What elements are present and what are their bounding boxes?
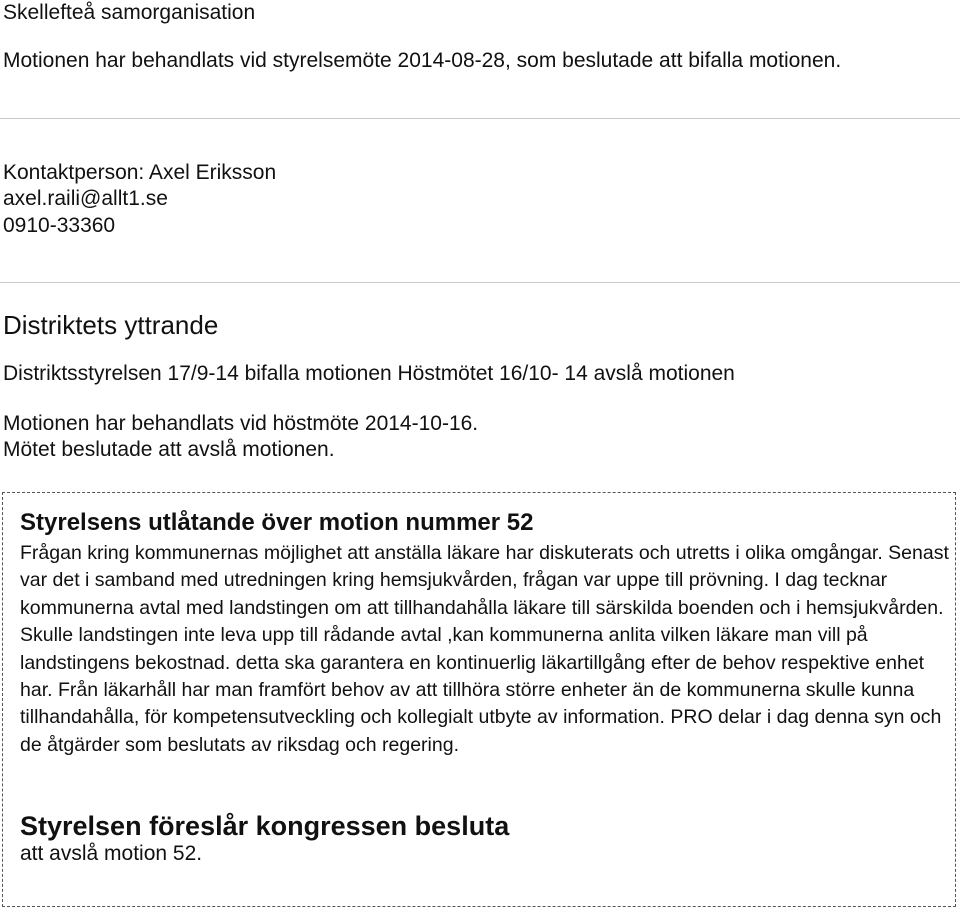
proposal-text: att avslå motion 52.: [20, 842, 203, 865]
contact-email[interactable]: axel.raili@allt1.se: [3, 187, 168, 210]
contact-person: Kontaktperson: Axel Eriksson: [3, 161, 277, 184]
board-body: Frågan kring kommunernas möjlighet att anställa läkare har diskuterats och utretts i olika omgångar. Senast var det i samband med utredningen kring hemsjukvården, frågan var uppe till prövning. I dag tecknar kommunerna avtal med landstingen om att tillhandahålla läkare till särskilda boenden och i hemsjukvården. Skulle landstingen inte leva upp till rådande avtal ,kan kommunerna anlita vilken läkare man vill på landstingens bekostnad. detta ska garantera en kontinuerlig läkartillgång efter de behov respektive enhet har. Från läkarhåll har man framfört behov av att tillhöra större enheter än de kommunerna skulle kunna tillhandahålla, för kompetensutveckling och kollegialt utbyte av information. PRO delar i dag denna syn och de åtgärder som beslutats av riksdag och regering.: [20, 542, 949, 756]
proposal-heading: Styrelsen föreslår kongressen besluta: [20, 811, 510, 841]
district-treated: Motionen har behandlats vid höstmöte 2014-10-16.: [3, 412, 479, 435]
district-decision: Mötet beslutade att avslå motionen.: [3, 438, 335, 461]
organisation-name: Skellefteå samorganisation: [3, 1, 256, 24]
district-statement: Distriktsstyrelsen 17/9-14 bifalla motionen Höstmötet 16/10- 14 avslå motionen: [3, 362, 735, 385]
motion-status: Motionen har behandlats vid styrelsemöte 2014-08-28, som beslutade att bifalla motionen.: [3, 49, 842, 72]
contact-phone: 0910-33360: [3, 214, 116, 237]
section-divider: [0, 282, 960, 283]
section-divider: [0, 118, 960, 119]
district-heading: Distriktets yttrande: [3, 310, 219, 340]
board-heading: Styrelsens utlåtande över motion nummer 52: [20, 509, 534, 536]
